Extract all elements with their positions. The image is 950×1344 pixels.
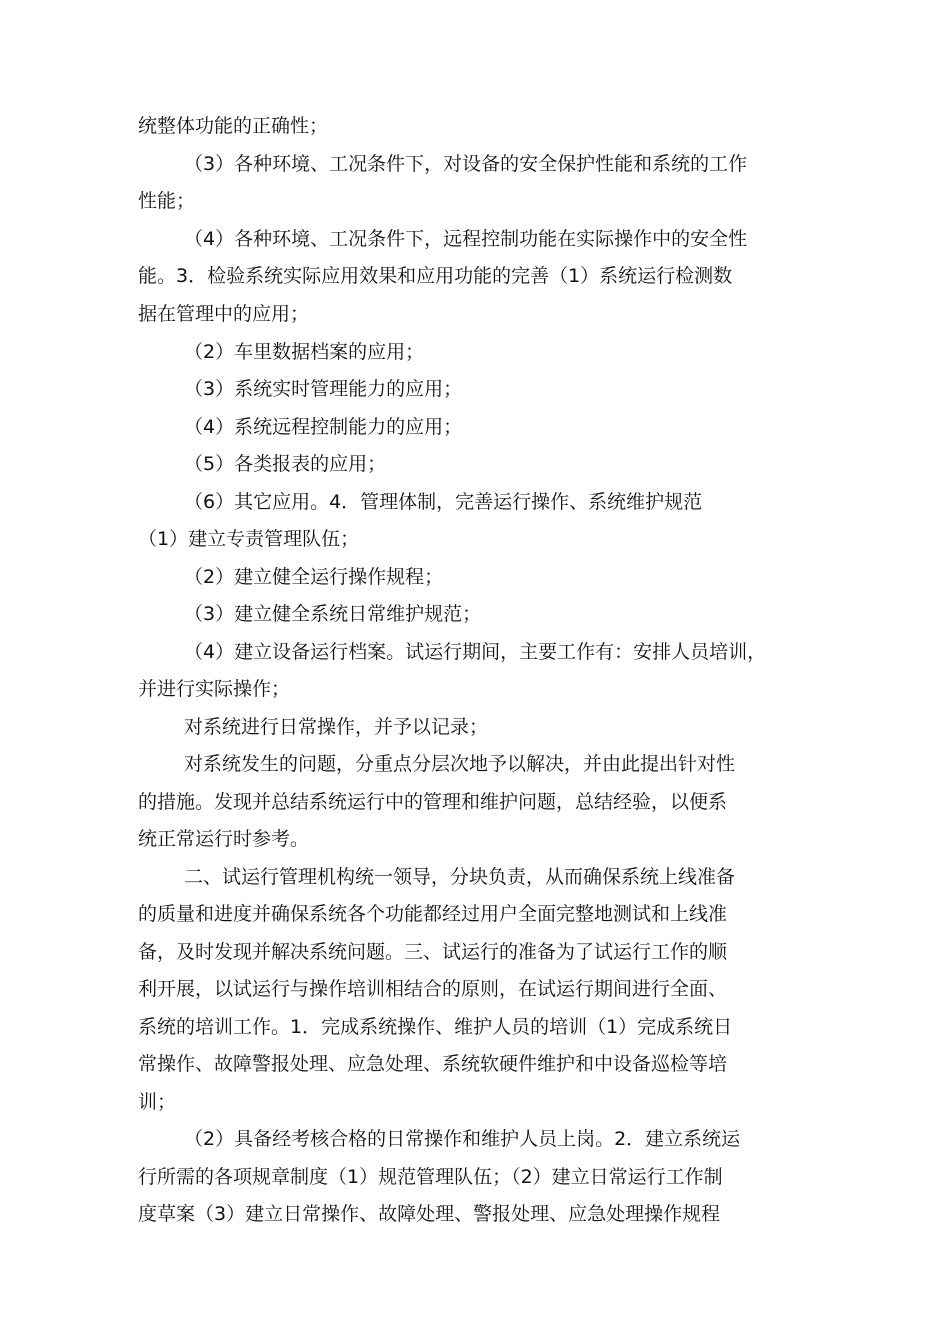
text-line: （3）各种环境、工况条件下，对设备的安全保护性能和系统的工作 (184, 153, 748, 175)
text-line: 备，及时发现并解决系统问题。三、试运行的准备为了试运行工作的顺 (138, 941, 728, 963)
text-line: （6）其它应用。4．管理体制，完善运行操作、系统维护规范 (184, 491, 703, 513)
text-line: 的措施。发现并总结系统运行中的管理和维护问题，总结经验，以便系 (138, 791, 728, 813)
text-line: （4）各种环境、工况条件下，远程控制功能在实际操作中的安全性 (184, 228, 748, 250)
text-line: 并进行实际操作； (138, 678, 291, 700)
text-line: 统整体功能的正确性； (138, 115, 329, 137)
text-line: （2）车里数据档案的应用； (184, 341, 425, 363)
text-line: （3）系统实时管理能力的应用； (184, 378, 463, 400)
text-line: 的质量和进度并确保系统各个功能都经过用户全面完整地测试和上线准 (138, 903, 728, 925)
text-line: （1）建立专责管理队伍； (138, 528, 360, 550)
text-line: 对系统进行日常操作，并予以记录； (184, 716, 489, 738)
text-line: （4）建立设备运行档案。试运行期间，主要工作有：安排人员培训， (184, 641, 767, 663)
text-line: 度草案（3）建立日常操作、故障处理、警报处理、应急处理操作规程 (138, 1203, 721, 1225)
text-line: 系统的培训工作。1．完成系统操作、维护人员的培训（1）完成系统日 (138, 1016, 733, 1038)
text-line: 能。3．检验系统实际应用效果和应用功能的完善（1）系统运行检测数 (138, 265, 733, 287)
text-line: 行所需的各项规章制度（1）规范管理队伍；（2）建立日常运行工作制 (138, 1166, 723, 1188)
text-line: 常操作、故障警报处理、应急处理、系统软硬件维护和中设备巡检等培 (138, 1053, 728, 1075)
text-line: 训； (138, 1091, 177, 1113)
text-line: 性能； (138, 190, 196, 212)
text-line: 对系统发生的问题，分重点分层次地予以解决，并由此提出针对性 (184, 753, 736, 775)
text-line: （5）各类报表的应用； (184, 453, 387, 475)
text-line: 二、试运行管理机构统一领导，分块负责，从而确保系统上线准备 (184, 866, 736, 888)
text-line: （2）具备经考核合格的日常操作和维护人员上岗。2．建立系统运 (184, 1128, 741, 1150)
text-line: （4）系统远程控制能力的应用； (184, 416, 463, 438)
text-line: 据在管理中的应用； (138, 303, 310, 325)
text-line: （2）建立健全运行操作规程； (184, 566, 444, 588)
text-line: 统正常运行时参考。 (138, 828, 310, 850)
text-line: （3）建立健全系统日常维护规范； (184, 603, 482, 625)
text-line: 利开展，以试运行与操作培训相结合的原则，在试运行期间进行全面、 (138, 978, 728, 1000)
